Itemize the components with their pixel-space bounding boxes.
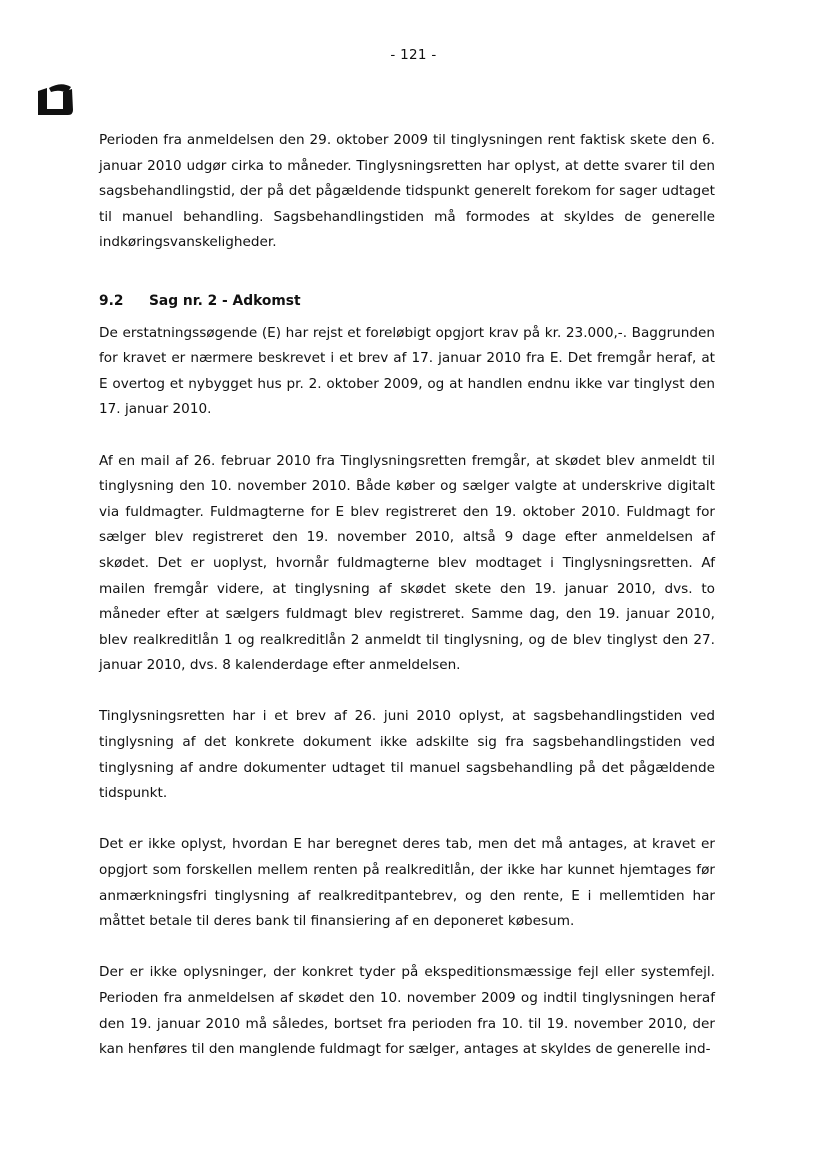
paragraph-period-summary: Perioden fra anmeldelsen den 29. oktober 2009 til tinglysningen rent faktisk skete den 6. januar 2010 udgør cirka to måneder. Tinglysningsretten har oplyst, at dette svarer til den sagsbehandlingstid, der på det pågældende tidspunkt generelt forekom for sager udtaget til manuel behandling. Sagsbehandlingstiden må formodes at skyldes de generelle indkøringsvanskeligheder. (99, 132, 715, 251)
section-number: 9.2 (99, 292, 124, 309)
paragraph-claim: De erstatningssøgende (E) har rejst et foreløbigt opgjort krav på kr. 23.000,-. Baggrunden for kravet er nærmere beskrevet i et brev af 17. januar 2010 fra E. Det fremgår heraf, at E overtog et nybygget hus pr. 2. oktober 2009, og at handlen endnu ikke var tinglyst den 17. januar 2010. (99, 324, 715, 418)
paragraph-no-errors: Der er ikke oplysninger, der konkret tyder på ekspeditionsmæssige fejl eller systemfejl. Perioden fra anmeldelsen af skødet den 10. november 2009 og indtil tinglysningen heraf den 19. januar 2010 må således, bortset fra perioden fra 10. til 19. november 2010, der kan henføres til den manglende fuldmagt for sælger, antages at skyldes de generelle ind- (99, 964, 715, 1058)
section-heading (99, 289, 715, 315)
section-title: Sag nr. 2 - Adkomst (149, 292, 301, 309)
org-logo-icon (37, 82, 77, 116)
paragraph-letter: Tinglysningsretten har i et brev af 26. juni 2010 oplyst, at sagsbehandlingstiden ved tinglysning af det konkrete dokument ikke adskilte sig fra sagsbehandlingstiden ved tinglysning af andre dokumenter udtaget til manuel sagsbehandling på det pågældende tidspunkt. (99, 708, 715, 802)
paragraph-loss-calculation: Det er ikke oplyst, hvordan E har beregnet deres tab, men det må antages, at kravet er opgjort som forskellen mellem renten på realkreditlån, der ikke har kunnet hjemtages før anmærkningsfri tinglysning af realkreditpantebrev, og den rente, E i mellemtiden har måttet betale til deres bank til finansiering af en deponeret købesum. (99, 836, 715, 930)
page-number: - 121 - (390, 47, 437, 63)
paragraph-mail: Af en mail af 26. februar 2010 fra Tinglysningsretten fremgår, at skødet blev anmeldt til tinglysning den 10. november 2010. Både køber og sælger valgte at underskrive digitalt via fuldmagter. Fuldmagterne for E blev registreret den 19. oktober 2010. Fuldmagt for sælger blev registreret den 19. november 2010, altså 9 dage efter anmeldelsen af skødet. Det er uoplyst, hvornår fuldmagterne blev modtaget i Tinglysningsretten. Af mailen fremgår videre, at tinglysning af skødet skete den 19. januar 2010, dvs. to måneder efter at sælgers fuldmagt blev registreret. Samme dag, den 19. januar 2010, blev realkreditlån 1 og realkreditlån 2 anmeldt til tinglysning, og de blev tinglyst den 27. januar 2010, dvs. 8 kalenderdage efter anmeldelsen. (99, 452, 715, 674)
document-body (99, 128, 715, 1063)
